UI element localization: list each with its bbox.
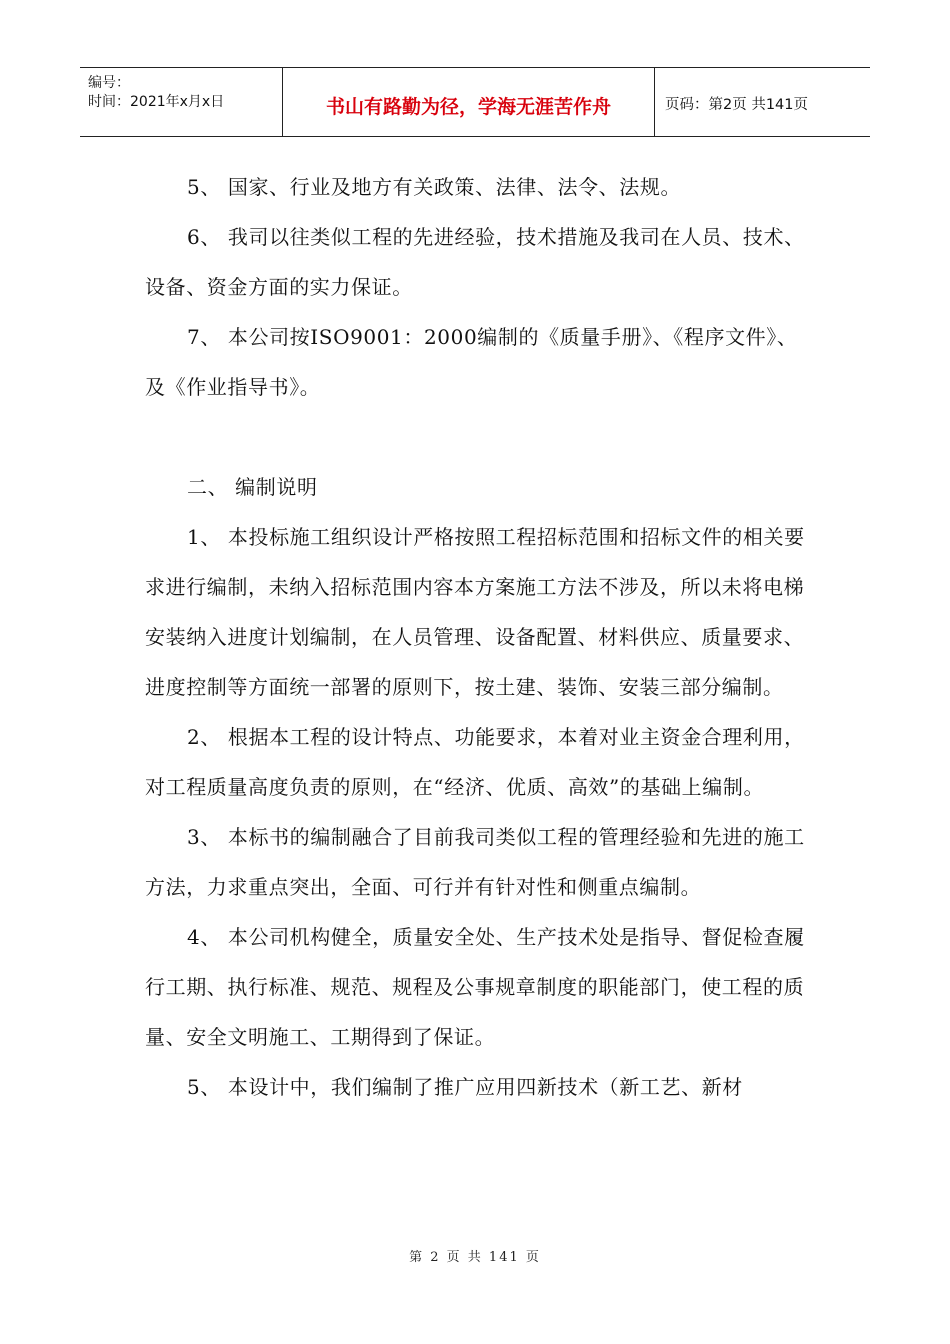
document-number-label: 编号： — [88, 75, 130, 91]
section-heading: 二、 编制说明 — [187, 475, 318, 499]
document-body — [145, 162, 810, 1112]
paragraph-item-7: 7、 本公司按ISO9001：2000编制的《质量手册》、《程序文件》、及《作业指导书》。 — [145, 325, 798, 399]
document-time-label: 时间：2021年x月x日 — [88, 94, 225, 110]
paragraph-item-5: 5、 国家、行业及地方有关政策、法律、法令、法规。 — [187, 175, 682, 199]
section-paragraph-4: 4、 本公司机构健全，质量安全处、生产技术处是指导、督促检查履行工期、执行标准、规范、规程及公事规章制度的职能部门，使工程的质量、安全文明施工、工期得到了保证。 — [145, 925, 805, 1049]
section-paragraph-2: 2、 根据本工程的设计特点、功能要求，本着对业主资金合理利用，对工程质量高度负责的原则，在“经济、优质、高效”的基础上编制。 — [145, 725, 805, 799]
paragraph-item-6: 6、 我司以往类似工程的先进经验，技术措施及我司在人员、技术、设备、资金方面的实力保证。 — [145, 225, 805, 299]
section-paragraph-1: 1、 本投标施工组织设计严格按照工程招标范围和招标文件的相关要求进行编制，未纳入招标范围内容本方案施工方法不涉及，所以未将电梯安装纳入进度计划编制，在人员管理、设备配置、材料供应、质量要求、进度控制等方面统一部署的原则下，按土建、装饰、安装三部分编制。 — [145, 525, 805, 699]
section-paragraph-3: 3、 本标书的编制融合了目前我司类似工程的管理经验和先进的施工方法，力求重点突出，全面、可行并有针对性和侧重点编制。 — [145, 825, 805, 899]
page-header — [80, 67, 870, 137]
header-page-number: 页码：第2页 共141页 — [665, 96, 809, 113]
header-motto: 书山有路勤为径，学海无涯苦作舟 — [283, 68, 655, 136]
page-footer: 第 2 页 共 141 页 — [409, 1250, 541, 1265]
section-paragraph-5: 5、 本设计中，我们编制了推广应用四新技术（新工艺、新材 — [187, 1075, 743, 1099]
header-meta — [80, 68, 283, 136]
